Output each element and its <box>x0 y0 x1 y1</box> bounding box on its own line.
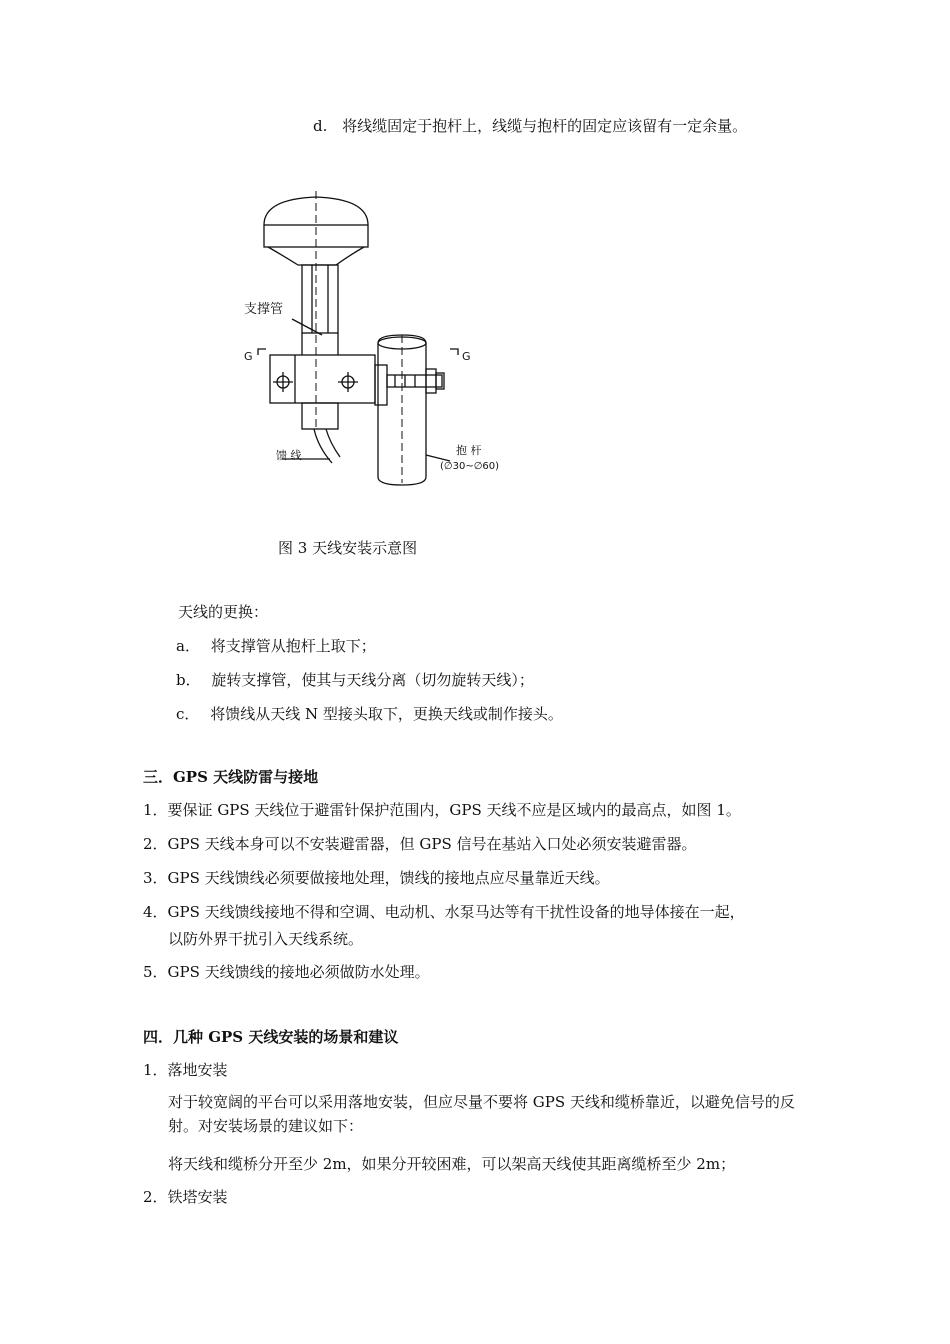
step-d-marker: d. <box>313 117 328 135</box>
section4-item-2 <box>143 1187 228 1207</box>
section3-item-5 <box>143 962 430 982</box>
replace-marker: c． <box>176 705 200 723</box>
replace-item-b <box>176 670 534 690</box>
list-text: 要保证 GPS 天线位于避雷针保护范围内，GPS 天线不应是区域内的最高点，如图 1。 <box>167 801 741 819</box>
antenna-install-diagram <box>230 185 520 495</box>
clamp-body <box>270 355 375 403</box>
list-text: 落地安装 <box>167 1061 228 1079</box>
label-pole-diameter: (∅30~∅60) <box>440 461 500 472</box>
replace-marker: b． <box>176 671 201 689</box>
section3-item-4-cont: 以防外界干扰引入天线系统。 <box>168 930 364 948</box>
list-text: GPS 天线本身可以不安装避雷器，但 GPS 信号在基站入口处必须安装避雷器。 <box>167 835 697 853</box>
list-marker: 2． <box>143 1188 168 1206</box>
label-g-right: G <box>462 350 471 363</box>
list-text: GPS 天线馈线的接地必须做防水处理。 <box>167 963 430 981</box>
list-marker: 3． <box>143 869 168 887</box>
section4-para2: 将天线和缆桥分开至少 2m，如果分开较困难，可以架高天线使其距离缆桥至少 2m； <box>168 1155 736 1173</box>
label-feeder: 馈 线 <box>276 449 302 462</box>
replace-item-c <box>176 704 563 724</box>
section3-item-4 <box>143 902 745 922</box>
label-support-tube: 支撑管 <box>244 302 284 317</box>
label-g-left: G <box>244 350 253 363</box>
list-marker: 1． <box>143 1061 168 1079</box>
list-marker: 5． <box>143 963 168 981</box>
replace-text: 将支撑管从抱杆上取下； <box>210 637 376 655</box>
section4-heading: 四．几种 GPS 天线安装的场景和建议 <box>143 1028 399 1046</box>
replace-text: 将馈线从天线 N 型接头取下，更换天线或制作接头。 <box>210 705 563 723</box>
support-tube-upper <box>302 265 338 333</box>
section4-item-1 <box>143 1060 228 1080</box>
section3-item-3 <box>143 868 610 888</box>
section3-heading: 三．GPS 天线防雷与接地 <box>143 768 319 786</box>
section4-para1: 对于较宽阔的平台可以采用落地安装，但应尽量不要将 GPS 天线和缆桥靠近，以避免信号的反射。对安装场景的建议如下： <box>168 1093 795 1135</box>
section3-item-2 <box>143 834 697 854</box>
list-marker: 2． <box>143 835 168 853</box>
list-text: GPS 天线馈线必须要做接地处理，馈线的接地点应尽量靠近天线。 <box>167 869 610 887</box>
feeder-cable <box>314 429 332 463</box>
list-marker: 4． <box>143 903 168 921</box>
step-d <box>313 116 747 136</box>
list-text: GPS 天线馈线接地不得和空调、电动机、水泵马达等有干扰性设备的地导体接在一起， <box>167 903 745 921</box>
support-tube-lower <box>302 403 338 429</box>
clamp-plate <box>375 365 387 405</box>
replace-item-a <box>176 636 376 656</box>
replace-title: 天线的更换： <box>178 603 269 621</box>
section3-item-1 <box>143 800 741 820</box>
list-text: 铁塔安装 <box>167 1188 228 1206</box>
nut <box>426 369 436 393</box>
figure-caption: 图 3 天线安装示意图 <box>278 539 418 557</box>
step-d-text: 将线缆固定于抱杆上，线缆与抱杆的固定应该留有一定余量。 <box>342 117 748 135</box>
label-pole: 抱 杆 <box>456 444 482 457</box>
replace-marker: a． <box>176 637 200 655</box>
replace-text: 旋转支撑管，使其与天线分离（切勿旋转天线）； <box>211 671 534 689</box>
list-marker: 1． <box>143 801 168 819</box>
